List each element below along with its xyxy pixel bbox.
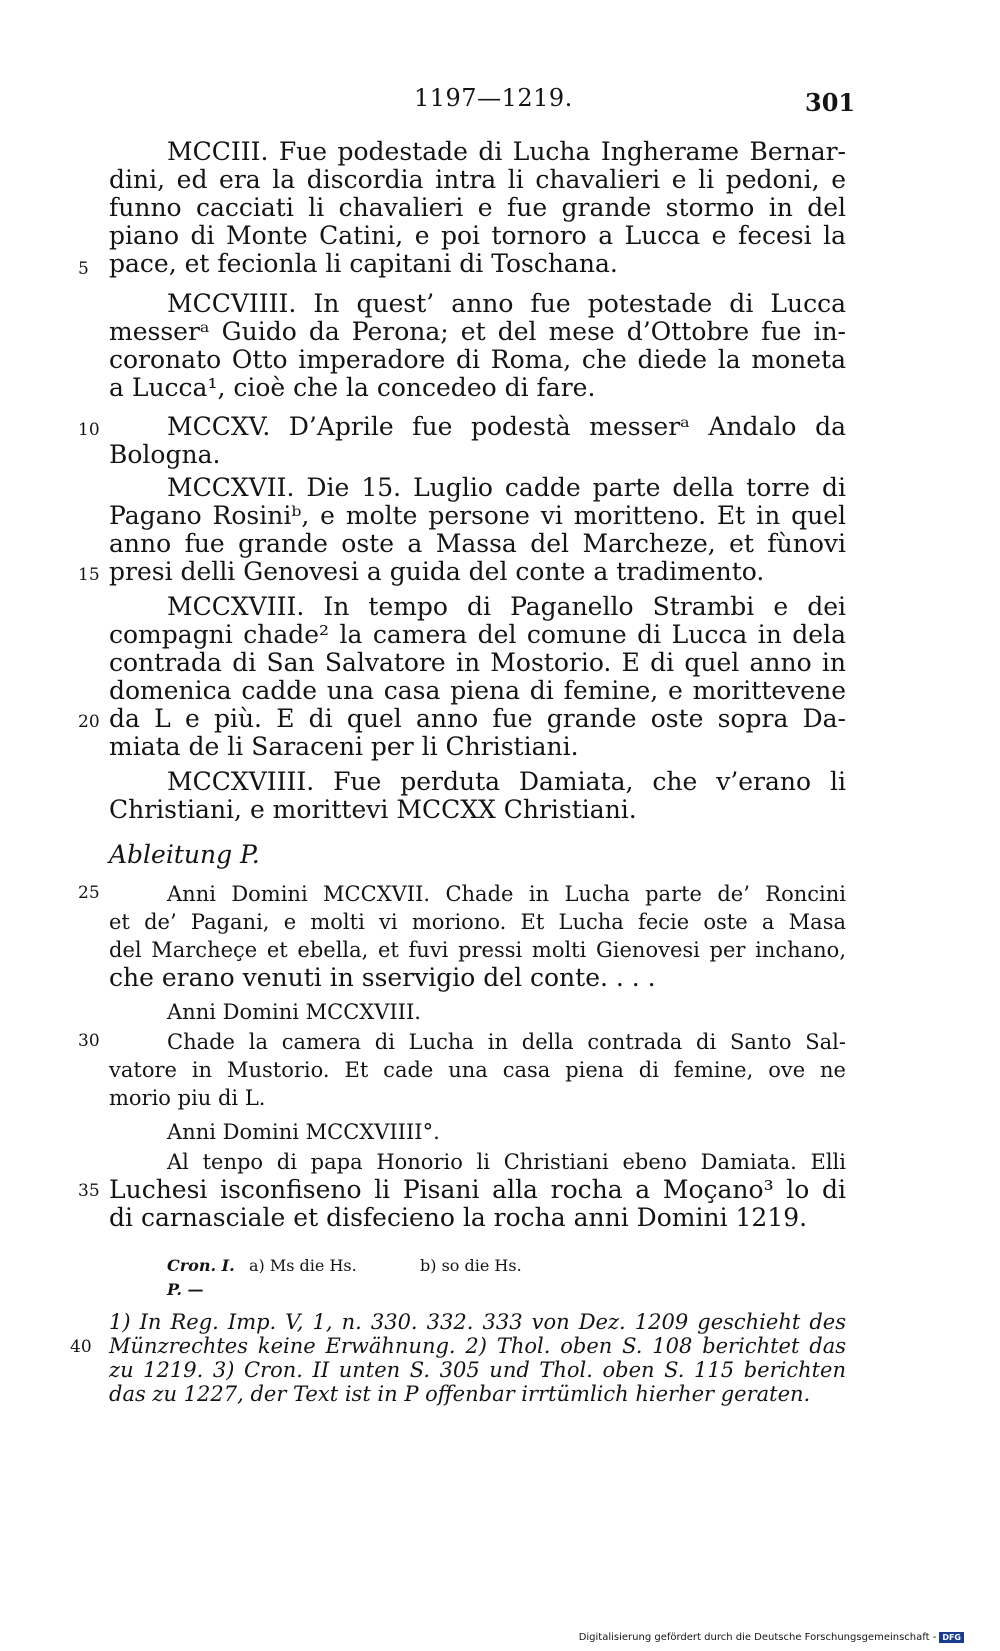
text-line: Al tenpo di papa Honorio li Christiani ebeno Damiata. Elli (167, 1150, 846, 1174)
text-line: Christiani, e morittevi MCCXX Christiani. (109, 795, 637, 824)
text-line: Pagano Rosiniᵇ, e molte persone vi moritteno. Et in quel (109, 501, 846, 530)
text-line: MCCXVII. Die 15. Luglio cadde parte della torre di (167, 473, 846, 502)
text-line: Anni Domini MCCXVII. Chade in Lucha parte de’ Roncini (167, 882, 846, 906)
text-line: del Marcheçe et ebella, et fuvi pressi molti Gienovesi per inchano, (109, 938, 846, 962)
text-line: Anni Domini MCCXVIIII°. (167, 1120, 440, 1144)
text-line: morio piu di L. (109, 1086, 266, 1110)
section-heading: Ableitung P. (109, 840, 260, 869)
line-number: 25 (78, 883, 100, 903)
dfg-logo: DFG (939, 1632, 964, 1643)
digitization-credit (579, 1632, 964, 1643)
page-number: 301 (805, 88, 856, 117)
text-line: Luchesi isconfiseno li Pisani alla rocha a Moçano³ lo di (109, 1175, 846, 1204)
line-number: 5 (78, 259, 89, 279)
apparatus-siglum-p: P. — (167, 1280, 204, 1299)
text-line: MCCXVIII. In tempo di Paganello Strambi e dei (167, 592, 846, 621)
text-line: dini, ed era la discordia intra li chavalieri e li pedoni, e (109, 165, 846, 194)
text-line: MCCVIIII. In quest’ anno fue potestade di Lucca (167, 289, 846, 318)
line-number: 40 (70, 1337, 92, 1357)
text-line: Bologna. (109, 440, 221, 469)
line-number: 35 (78, 1181, 100, 1201)
footnote-line: Münzrechtes keine Erwähnung. 2) Thol. oben S. 108 berichtet das (109, 1334, 846, 1358)
apparatus-note-a: a) Ms die Hs. (249, 1256, 357, 1275)
footnote-line: das zu 1227, der Text ist in P offenbar irrtümlich hierher geraten. (109, 1382, 811, 1406)
text-line: compagni chade² la camera del comune di Lucca in dela (109, 620, 846, 649)
footnote-line: zu 1219. 3) Cron. II unten S. 305 und Thol. oben S. 115 berichten (109, 1358, 846, 1382)
apparatus-siglum: Cron. I. (167, 1256, 235, 1275)
text-line: MCCXVIIII. Fue perduta Damiata, che v’erano li (167, 767, 846, 796)
text-line: MCCIII. Fue podestade di Lucha Ingherame Bernar- (167, 137, 846, 166)
text-line: piano di Monte Catini, e poi tornoro a Lucca e fecesi la (109, 221, 846, 250)
text-line: domenica cadde una casa piena di femine, e morittevene (109, 676, 846, 705)
line-number: 30 (78, 1031, 100, 1051)
text-line: funno cacciati li chavalieri e fue grande stormo in del (109, 193, 846, 222)
text-line: a Lucca¹, cioè che la concedeo di fare. (109, 373, 596, 402)
line-number: 20 (78, 712, 100, 732)
text-line: et de’ Pagani, e molti vi moriono. Et Lucha fecie oste a Masa (109, 910, 846, 934)
text-line: pace, et fecionla li capitani di Toschana. (109, 249, 618, 278)
text-line: vatore in Mustorio. Et cade una casa piena di femine, ove ne (109, 1058, 846, 1082)
text-line: MCCXV. D’Aprile fue podestà messerᵃ Andalo da (167, 412, 846, 441)
text-line: di carnasciale et disfecieno la rocha anni Domini 1219. (109, 1203, 808, 1232)
text-line: messerᵃ Guido da Perona; et del mese d’Ottobre fue in- (109, 317, 846, 346)
text-line: presi delli Genovesi a guida del conte a tradimento. (109, 557, 765, 586)
footnote-line: 1) In Reg. Imp. V, 1, n. 330. 332. 333 von Dez. 1209 geschieht des (109, 1310, 846, 1334)
line-number: 15 (78, 565, 100, 585)
text-line: coronato Otto imperadore di Roma, che diede la moneta (109, 345, 846, 374)
line-number: 10 (78, 420, 100, 440)
running-head-years: 1197—1219. (414, 84, 573, 112)
credit-text: Digitalisierung gefördert durch die Deutsche Forschungsgemeinschaft - (578, 1632, 937, 1643)
apparatus-note-b: b) so die Hs. (420, 1256, 522, 1275)
text-line: che erano venuti in sservigio del conte. . . . (109, 963, 656, 992)
text-line: Chade la camera di Lucha in della contrada di Santo Sal- (167, 1030, 846, 1054)
text-line: miata de li Saraceni per li Christiani. (109, 732, 579, 761)
text-line: contrada di San Salvatore in Mostorio. E di quel anno in (109, 648, 846, 677)
text-line: da L e più. E di quel anno fue grande oste sopra Da- (109, 704, 846, 733)
text-line: Anni Domini MCCXVIII. (167, 1000, 421, 1024)
text-line: anno fue grande oste a Massa del Marcheze, et fùnovi (109, 529, 846, 558)
